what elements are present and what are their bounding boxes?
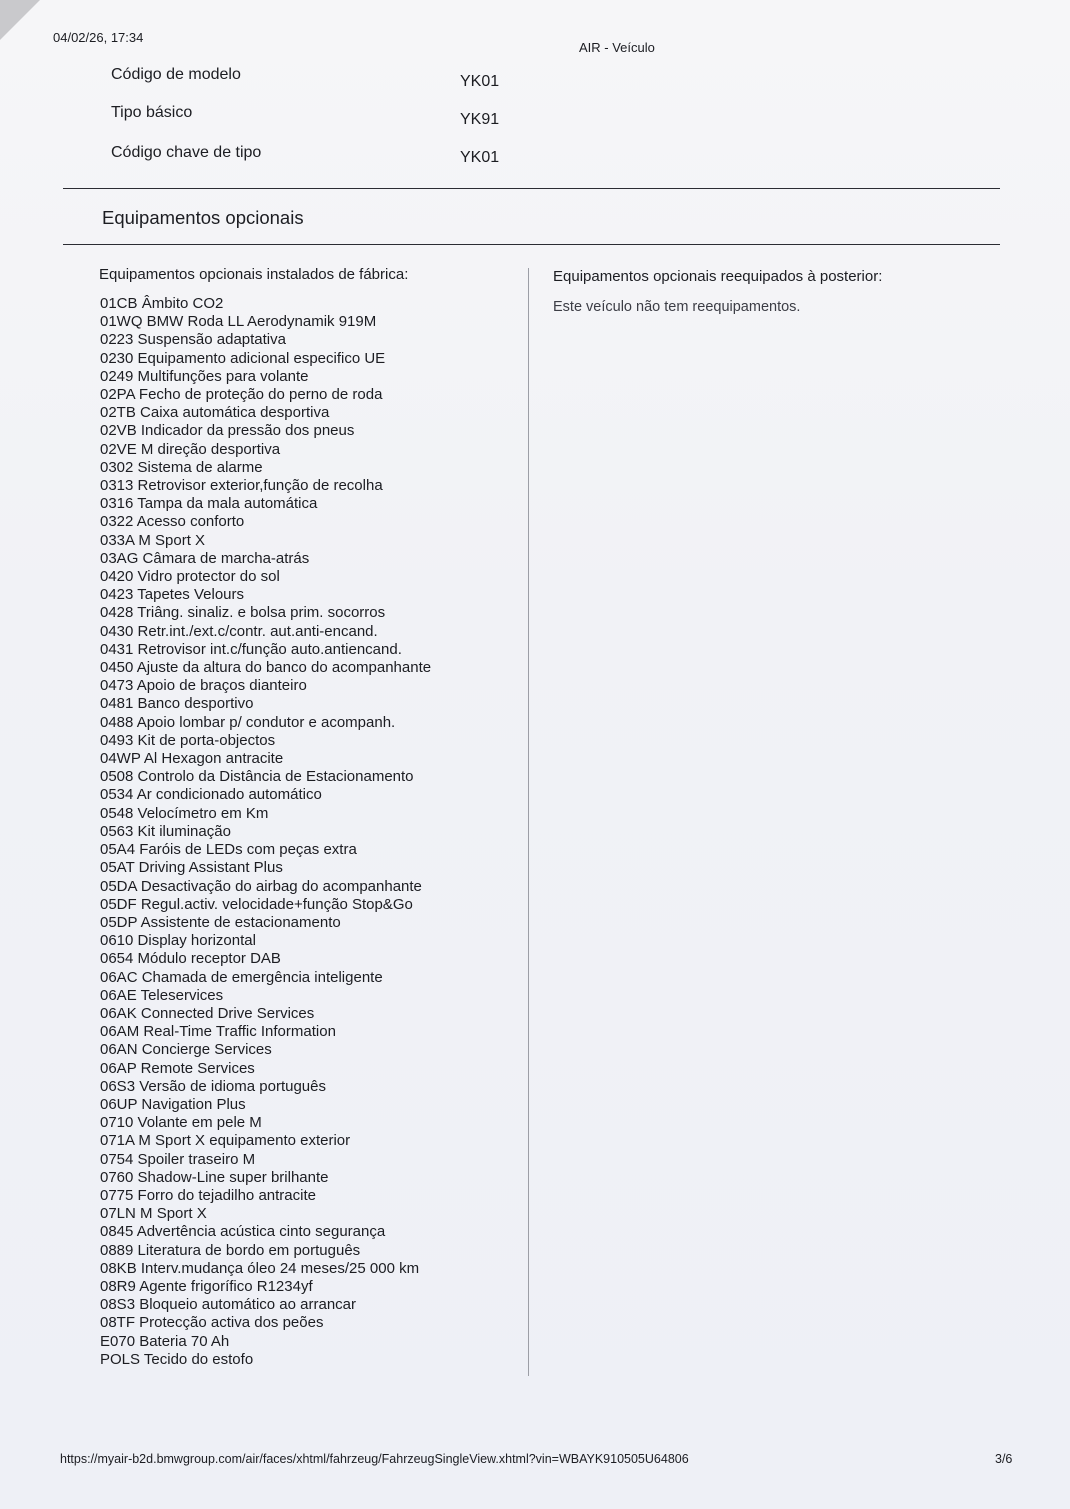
equipment-item: 08KB Interv.mudança óleo 24 meses/25 000 km bbox=[100, 1259, 420, 1277]
footer-url: https://myair-b2d.bmwgroup.com/air/faces/xhtml/fahrzeug/FahrzeugSingleView.xhtml?vin=WBAYK910505U64806 bbox=[60, 1452, 689, 1466]
equipment-item: E070 Bateria 70 Ah bbox=[100, 1332, 230, 1350]
factory-equipment-list bbox=[100, 295, 520, 1369]
equipment-item: 08S3 Bloqueio automático ao arrancar bbox=[100, 1296, 356, 1314]
section-title: Equipamentos opcionais bbox=[102, 207, 304, 228]
equipment-item: 02VB Indicador da pressão dos pneus bbox=[100, 422, 355, 440]
equipment-item: 0450 Ajuste da altura do banco do acompanhante bbox=[100, 659, 432, 677]
equipment-item: 02VE M direção desportiva bbox=[100, 440, 281, 458]
equipment-item: 0775 Forro do tejadilho antracite bbox=[100, 1186, 316, 1204]
basic-type-label: Tipo básico bbox=[111, 104, 193, 121]
equipment-item: 01WQ BMW Roda LL Aerodynamik 919M bbox=[100, 313, 377, 331]
equipment-item: 0548 Velocímetro em Km bbox=[100, 804, 269, 822]
equipment-item: 0493 Kit de porta-objectos bbox=[100, 731, 276, 749]
equipment-item: 0420 Vidro protector do sol bbox=[100, 568, 280, 586]
equipment-item: 01CB Âmbito CO2 bbox=[100, 295, 224, 312]
equipment-item: 05A4 Faróis de LEDs com peças extra bbox=[100, 841, 357, 859]
equipment-item: 0223 Suspensão adaptativa bbox=[100, 331, 286, 349]
equipment-item: 06AC Chamada de emergência inteligente bbox=[100, 968, 383, 986]
page-number: 3/6 bbox=[995, 1452, 1013, 1466]
equipment-item: 0710 Volante em pele M bbox=[100, 1114, 262, 1132]
divider-top bbox=[63, 188, 1000, 189]
equipment-item: 0302 Sistema de alarme bbox=[100, 458, 263, 476]
folded-corner bbox=[0, 0, 40, 40]
equipment-item: 06AP Remote Services bbox=[100, 1059, 255, 1077]
equipment-item: 0423 Tapetes Velours bbox=[100, 586, 245, 604]
equipment-item: 06S3 Versão de idioma português bbox=[100, 1077, 326, 1095]
retrofit-equipment-heading: Equipamentos opcionais reequipados à posterior: bbox=[553, 268, 883, 285]
equipment-item: 06UP Navigation Plus bbox=[100, 1095, 246, 1113]
equipment-item: 0610 Display horizontal bbox=[100, 932, 256, 950]
equipment-item: 05DA Desactivação do airbag do acompanhante bbox=[100, 877, 422, 895]
equipment-item: 0430 Retr.int./ext.c/contr. aut.anti-encand. bbox=[100, 622, 378, 640]
type-key-label: Código chave de tipo bbox=[111, 144, 262, 161]
equipment-item: 02PA Fecho de proteção do perno de roda bbox=[100, 386, 383, 404]
equipment-item: 0249 Multifunções para volante bbox=[100, 367, 309, 385]
equipment-item: 06AN Concierge Services bbox=[100, 1041, 272, 1059]
equipment-item: 04WP Al Hexagon antracite bbox=[100, 750, 284, 768]
equipment-item: 0488 Apoio lombar p/ condutor e acompanh. bbox=[100, 713, 396, 731]
equipment-item: 06AM Real-Time Traffic Information bbox=[100, 1023, 336, 1041]
equipment-item: 05AT Driving Assistant Plus bbox=[100, 859, 283, 877]
equipment-item: 08R9 Agente frigorífico R1234yf bbox=[100, 1277, 313, 1295]
equipment-item: 0534 Ar condicionado automático bbox=[100, 786, 322, 804]
equipment-item: 05DF Regul.activ. velocidade+função Stop&Go bbox=[100, 895, 413, 913]
equipment-item: 0754 Spoiler traseiro M bbox=[100, 1150, 256, 1168]
equipment-item: 07LN M Sport X bbox=[100, 1205, 207, 1223]
equipment-item: 06AK Connected Drive Services bbox=[100, 1004, 315, 1022]
equipment-item: 0230 Equipamento adicional especifico UE bbox=[100, 349, 386, 367]
print-datetime: 04/02/26, 17:34 bbox=[53, 30, 144, 45]
equipment-item: 0431 Retrovisor int.c/função auto.antiencand. bbox=[100, 640, 402, 658]
equipment-item: 08TF Protecção activa dos peões bbox=[100, 1314, 324, 1332]
equipment-item: 0428 Triâng. sinaliz. e bolsa prim. socorros bbox=[100, 604, 386, 622]
equipment-item: POLS Tecido do estofo bbox=[100, 1350, 254, 1368]
model-code-value: YK01 bbox=[460, 73, 500, 90]
equipment-item: 06AE Teleservices bbox=[100, 986, 224, 1004]
equipment-item: 0316 Tampa da mala automática bbox=[100, 495, 318, 513]
basic-type-value: YK91 bbox=[460, 111, 500, 128]
equipment-item: 05DP Assistente de estacionamento bbox=[100, 913, 341, 931]
equipment-item: 071A M Sport X equipamento exterior bbox=[100, 1132, 351, 1150]
equipment-item: 0481 Banco desportivo bbox=[100, 695, 254, 713]
equipment-item: 0889 Literatura de bordo em português bbox=[100, 1241, 361, 1259]
type-key-value: YK01 bbox=[460, 149, 500, 166]
equipment-item: 0473 Apoio de braços dianteiro bbox=[100, 677, 307, 695]
divider-section bbox=[63, 244, 1000, 245]
equipment-item: 0322 Acesso conforto bbox=[100, 513, 245, 531]
model-code-label: Código de modelo bbox=[111, 66, 241, 83]
equipment-item: 03AG Câmara de marcha-atrás bbox=[100, 549, 310, 567]
equipment-item: 02TB Caixa automática desportiva bbox=[100, 404, 330, 422]
equipment-item: 0508 Controlo da Distância de Estacionamento bbox=[100, 768, 414, 786]
retrofit-equipment-text: Este veículo não tem reequipamentos. bbox=[553, 299, 801, 315]
equipment-item: 0845 Advertência acústica cinto segurança bbox=[100, 1223, 386, 1241]
print-title: AIR - Veículo bbox=[579, 40, 655, 55]
equipment-item: 0760 Shadow-Line super brilhante bbox=[100, 1168, 329, 1186]
equipment-item: 033A M Sport X bbox=[100, 531, 206, 549]
column-divider bbox=[528, 268, 529, 1376]
equipment-item: 0654 Módulo receptor DAB bbox=[100, 950, 281, 968]
equipment-item: 0563 Kit iluminação bbox=[100, 822, 231, 840]
factory-equipment-heading: Equipamentos opcionais instalados de fábrica: bbox=[99, 266, 409, 283]
equipment-item: 0313 Retrovisor exterior,função de recolha bbox=[100, 477, 383, 495]
